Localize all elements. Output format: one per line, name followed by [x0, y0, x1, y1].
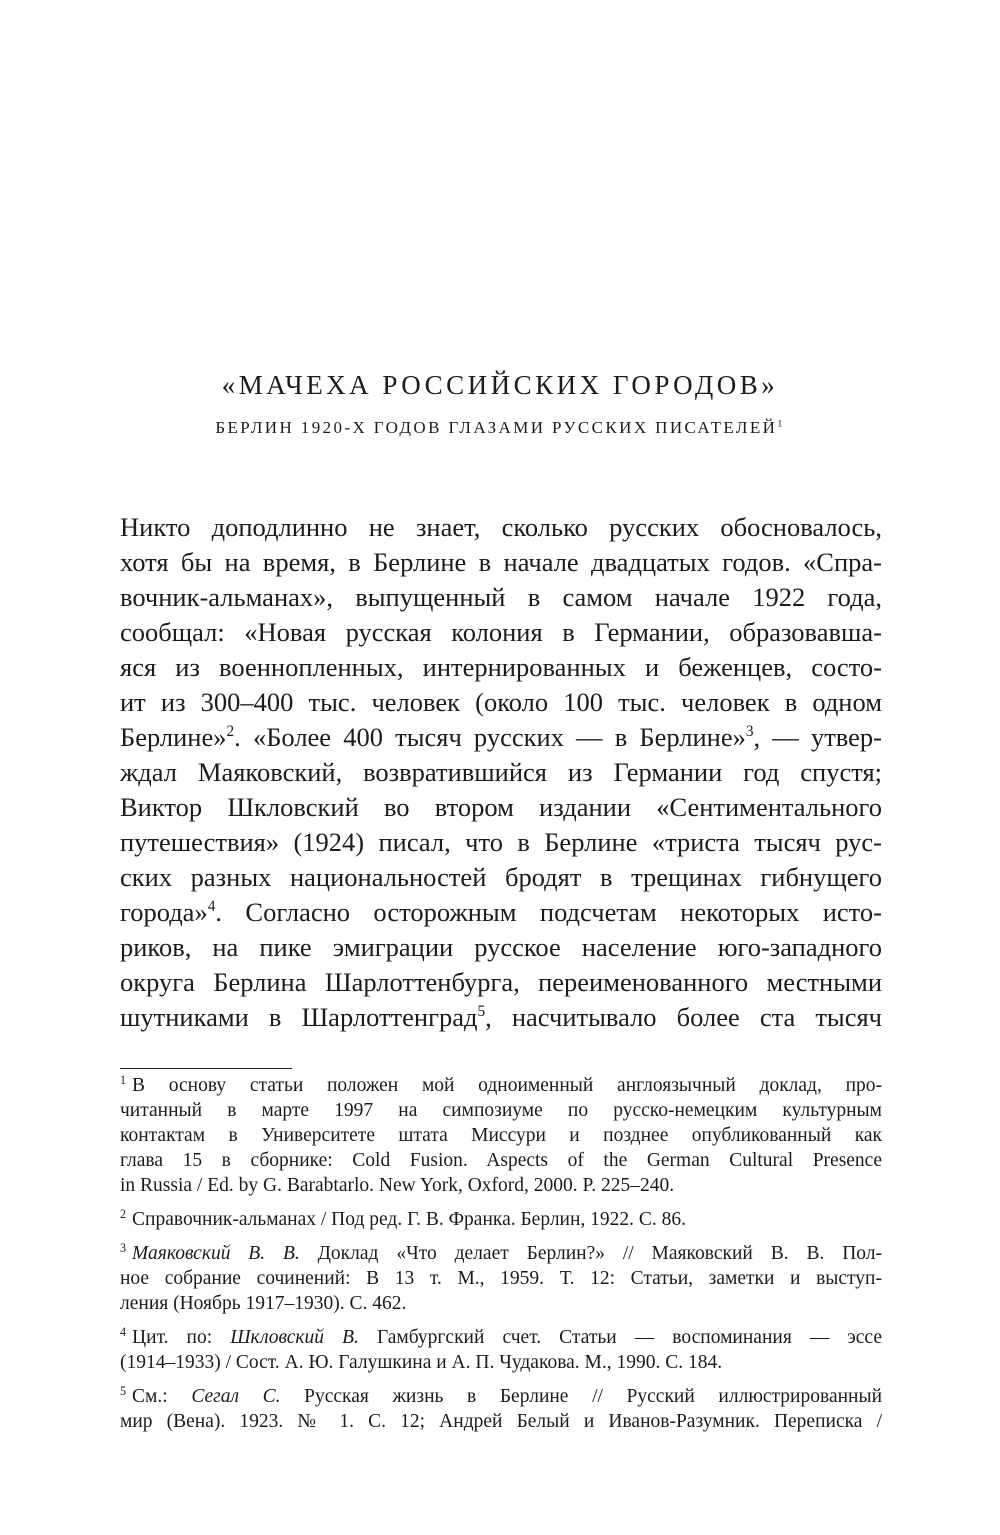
footnote-number: 3: [120, 1240, 127, 1255]
footnote-number: 2: [120, 1206, 127, 1221]
body-line: Никто доподлинно не знает, сколько русских обосновалось,: [120, 512, 882, 542]
footnote-line: ное собрание сочинений: В 13 т. М., 1959. Т. 12: Статьи, заметки и выступ-: [120, 1268, 882, 1289]
footnote-1: [120, 1073, 882, 1198]
footnote-line: контактам в Университете штата Миссури и позднее опубликованный как: [120, 1125, 882, 1146]
footnote-author: Маяковский В. В.: [132, 1243, 300, 1264]
body-line: сообщал: «Новая русская колония в Германии, образовавша-: [120, 617, 882, 647]
footnote-ref[interactable]: 5: [477, 1003, 486, 1021]
footnote-prefix: Цит. по:: [132, 1327, 231, 1348]
footnote-author: Сегал С.: [191, 1386, 281, 1407]
footnote-line: ления (Ноябрь 1917–1930). С. 462.: [120, 1293, 407, 1314]
body-fragment: . Согласно осторожным подсчетам некоторых исто-: [215, 897, 882, 927]
footnote-number: 1: [120, 1072, 127, 1087]
footnote-5: [120, 1384, 882, 1434]
footnote-text: Русская жизнь в Берлине // Русский иллюстрированный: [280, 1386, 883, 1407]
body-line: ит из 300–400 тыс. человек (около 100 тыс. человек в одном: [120, 687, 882, 717]
footnote-ref[interactable]: 4: [207, 898, 216, 916]
footnote-line: глава 15 в сборнике: Cold Fusion. Aspects of the German Cultural Presence: [120, 1150, 882, 1171]
body-line: [120, 1000, 882, 1035]
footnote-ref[interactable]: 1: [777, 418, 785, 430]
footnote-text: Гамбургский счет. Статьи — воспоминания — эссе: [358, 1327, 882, 1348]
body-fragment: . «Более 400 тысяч русских — в Берлине»: [234, 722, 746, 752]
body-line: ждал Маяковский, возвратившийся из Германии год спустя;: [120, 757, 882, 787]
footnote-line: [120, 1073, 882, 1098]
body-fragment: Берлине»: [120, 722, 227, 752]
footnote-3: [120, 1241, 882, 1316]
footnote-line: [120, 1384, 882, 1409]
footnote-number: 5: [120, 1383, 127, 1398]
footnote-author: Шкловский В.: [230, 1327, 359, 1348]
footnote-line: [120, 1325, 882, 1350]
body-line: ских разных национальностей бродят в трещинах гибнущего: [120, 862, 882, 892]
footnote-4: [120, 1325, 882, 1375]
chapter-subtitle: [120, 416, 880, 440]
footnote-number: 4: [120, 1324, 127, 1339]
body-line: округа Берлина Шарлоттенбурга, переименованного местными: [120, 967, 882, 997]
footnote-text: Доклад «Что делает Берлин?» // Маяковский В. В. Пол-: [299, 1243, 882, 1264]
footnote-text: Справочник-альманах / Под ред. Г. В. Франка. Берлин, 1922. С. 86.: [132, 1209, 687, 1230]
body-fragment: города»: [120, 897, 208, 927]
body-text: [120, 510, 882, 1035]
footnote-line: (1914–1933) / Сост. А. Ю. Галушкина и А. П. Чудакова. М., 1990. С. 184.: [120, 1352, 723, 1373]
body-line: вочник-альманах», выпущенный в самом начале 1922 года,: [120, 582, 882, 612]
footnote-prefix: См.:: [132, 1386, 192, 1407]
body-line: Виктор Шкловский во втором издании «Сентиментального: [120, 792, 882, 822]
footnote-ref[interactable]: 3: [745, 723, 754, 741]
footnote-line: читанный в марте 1997 на симпозиуме по русско-немецким культурным: [120, 1100, 882, 1121]
footnote-ref[interactable]: 2: [226, 723, 235, 741]
footnote-text: В основу статьи положен мой одноименный англоязычный доклад, про-: [132, 1075, 882, 1096]
footnote-2: [120, 1207, 882, 1232]
footnote-line: [120, 1241, 882, 1266]
body-line: риков, на пике эмиграции русское население юго-западного: [120, 932, 882, 962]
footnote-divider: [120, 1068, 292, 1069]
body-line: путешествия» (1924) писал, что в Берлине «триста тысяч рус-: [120, 827, 882, 857]
body-line: хотя бы на время, в Берлине в начале двадцатых годов. «Спра-: [120, 547, 882, 577]
body-fragment: , — утвер-: [753, 722, 882, 752]
footnote-line: [120, 1207, 882, 1232]
footnote-line: in Russia / Ed. by G. Barabtarlo. New York, Oxford, 2000. P. 225–240.: [120, 1175, 675, 1196]
subtitle-text: БЕРЛИН 1920-Х ГОДОВ ГЛАЗАМИ РУССКИХ ПИСАТЕЛЕЙ: [215, 418, 778, 437]
footnotes: [120, 1073, 882, 1443]
body-line: яся из военнопленных, интернированных и беженцев, состо-: [120, 652, 882, 682]
chapter-title: «МАЧЕХА РОССИЙСКИХ ГОРОДОВ»: [221, 370, 779, 400]
body-fragment: , насчитывало более ста тысяч: [485, 1002, 882, 1032]
body-line: [120, 895, 882, 930]
body-line: [120, 720, 882, 755]
footnote-line: мир (Вена). 1923. № 1. С. 12; Андрей Белый и Иванов-Разумник. Переписка /: [120, 1411, 882, 1432]
body-fragment: шутниками в Шарлоттенград: [120, 1002, 478, 1032]
